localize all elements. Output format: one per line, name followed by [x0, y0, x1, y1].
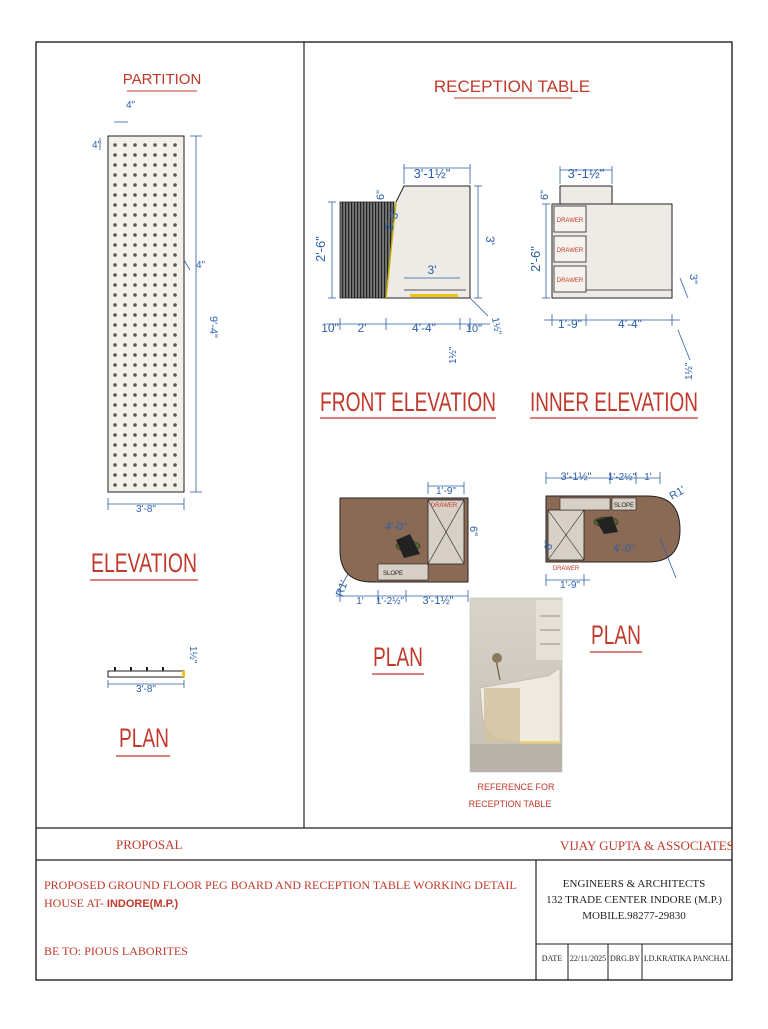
plan-right-drawer: DRAWER: [552, 566, 580, 572]
project-line-1: PROPOSED GROUND FLOOR PEG BOARD AND RECEPTION TABLE WORKING DETAIL: [44, 878, 517, 892]
reference-caption-1: REFERENCE FOR: [477, 782, 555, 792]
plan-right-slope: SLOPE: [613, 503, 635, 509]
front-dim-top: 3'-1½": [413, 166, 451, 181]
plan-left-drawing: [340, 498, 468, 582]
partition-dim-right: 4": [196, 260, 206, 271]
plan-left-dim-b2: 1'-2½": [375, 596, 405, 607]
plan-left-drawer: DRAWER: [430, 503, 458, 509]
partition-plan-dim-width: 3'-8": [136, 684, 156, 695]
front-dim-b2: 2': [357, 321, 367, 335]
plan-right-dim-top2: 1'-2½": [607, 472, 637, 483]
partition-plan-label: PLAN: [119, 723, 169, 753]
reception-title: RECEPTION TABLE: [433, 77, 591, 96]
plan-left-dim-inner6: 6": [467, 526, 479, 537]
inner-dim-top: 3'-1½": [567, 166, 605, 181]
plan-left-dim-inner: 4'-0": [385, 521, 407, 533]
plan-right-dim-top1: 3'-1½": [560, 471, 592, 483]
plan-right-dim-inner: 4'-0": [613, 543, 635, 555]
plan-left-dim-b1: 1': [356, 596, 364, 607]
inner-dim-b1: 1'-9": [558, 317, 582, 331]
firm-name: VIJAY GUPTA & ASSOCIATES: [560, 838, 734, 853]
plan-right-dim-r: R1': [667, 484, 688, 503]
plan-left-dim-top: 1'-9": [436, 486, 456, 497]
plan-left-dim-b3: 3'-1½": [422, 595, 454, 607]
front-dim-right-h: 3': [483, 236, 497, 245]
front-dim-b3: 4'-4": [412, 321, 436, 335]
front-dim-slope: 3'-3": [381, 205, 403, 234]
drg-label: DRG.BY: [609, 954, 640, 963]
firm-line-3: MOBILE.98277-29830: [582, 910, 686, 922]
inner-dim-right: 3": [687, 274, 699, 285]
inner-dim-left-h: 2'-6": [528, 246, 543, 272]
drg-value: I.D.KRATIKA PANCHAL: [643, 954, 731, 963]
proposal-label: PROPOSAL: [116, 837, 183, 852]
inner-drawer-3: DRAWER: [556, 278, 584, 284]
front-elevation-drawing: [340, 186, 470, 298]
front-dim-inner: 3': [427, 263, 437, 277]
elevation-label: ELEVATION: [91, 548, 197, 578]
plan-right-label: PLAN: [591, 620, 641, 650]
front-dim-b4: 10": [465, 323, 483, 335]
inner-drawer-2: DRAWER: [556, 248, 584, 254]
inner-drawer-1: DRAWER: [556, 218, 584, 224]
reference-caption-2: RECEPTION TABLE: [468, 799, 552, 809]
front-dim-b6: 1½": [448, 346, 459, 364]
firm-line-1: ENGINEERS & ARCHITECTS: [562, 878, 706, 890]
front-dim-b1: 10": [321, 321, 339, 335]
date-label: DATE: [541, 954, 563, 963]
pegboard-plan: [108, 671, 184, 677]
partition-plan-dim-thick: 1½": [187, 646, 198, 664]
front-elevation-label: FRONT ELEVATION: [320, 387, 496, 417]
partition-dim-width: 3'-8": [136, 504, 156, 515]
front-dim-left-h: 2'-6": [313, 236, 328, 262]
pegboard-plan-edge: [182, 671, 185, 677]
partition-dim-top: 4": [126, 100, 136, 111]
plan-right-dim-b1: 1'-9": [560, 580, 580, 591]
pegboard-plan-pegs: [114, 667, 164, 671]
project-line-2: [44, 896, 178, 911]
project-line-2-prefix: HOUSE AT-: [44, 896, 107, 910]
inner-elevation-label: INNER ELEVATION: [530, 387, 698, 417]
plan-right-dim-inner6: 6": [543, 539, 555, 550]
inner-dim-top6: 6": [539, 189, 551, 200]
project-place: INDORE(M.P.): [106, 898, 179, 910]
partition-dim-left: 4": [92, 140, 102, 151]
client-line: BE TO: PIOUS LABORITES: [44, 944, 188, 958]
date-value: 22/11/2025: [569, 954, 607, 963]
reference-photo: [470, 598, 562, 772]
plan-left-slope: SLOPE: [382, 571, 404, 577]
front-dim-top6: 6": [375, 189, 387, 200]
partition-dim-height: 9'-4": [207, 316, 219, 338]
pegboard-holes: [110, 138, 182, 490]
plan-left-dim-r: R1': [333, 578, 351, 599]
plan-left-label: PLAN: [373, 642, 423, 672]
front-dim-b5: 1½": [489, 316, 503, 336]
inner-dim-b3: 1½": [684, 362, 695, 380]
partition-title: PARTITION: [122, 71, 202, 88]
firm-line-2: 132 TRADE CENTER INDORE (M.P.): [546, 894, 722, 906]
inner-dim-b2: 4'-4": [618, 317, 642, 331]
plan-right-dim-top3: 1': [644, 472, 652, 483]
